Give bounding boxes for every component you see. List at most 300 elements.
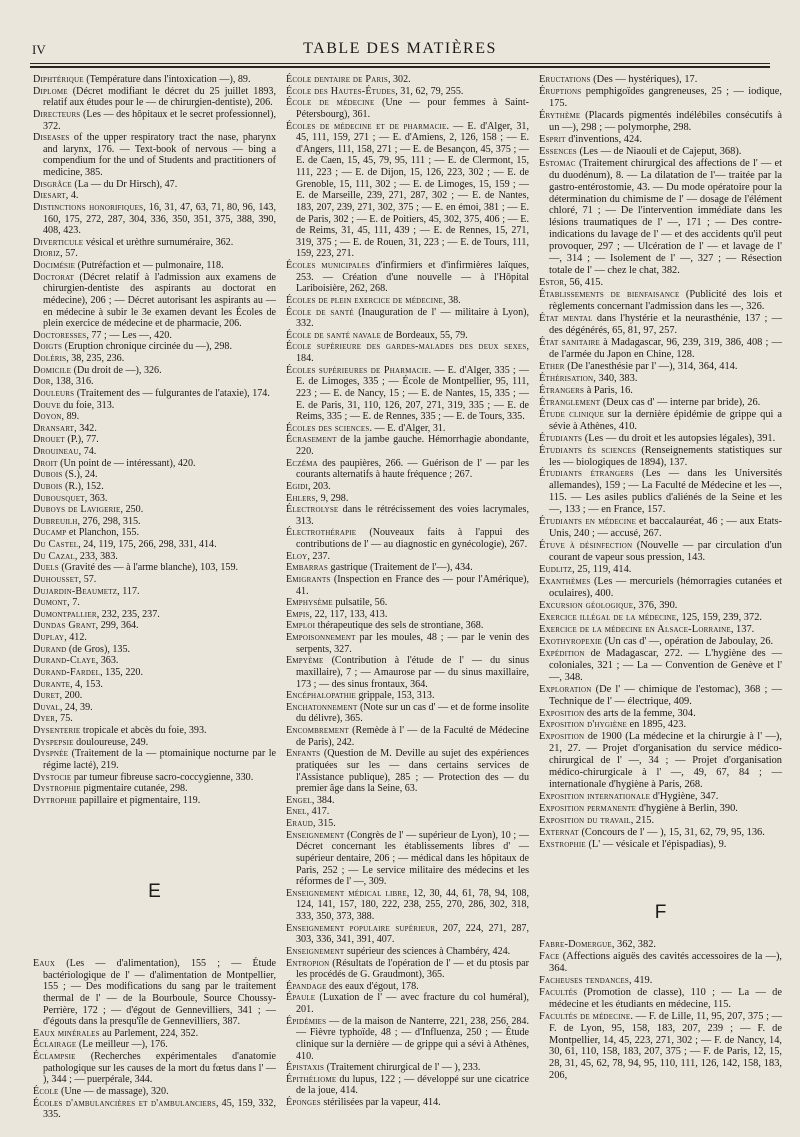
index-entry bbox=[33, 748, 276, 771]
index-entry bbox=[33, 632, 276, 644]
index-entry-text: (Des — hystériques), 17. bbox=[590, 74, 698, 85]
index-entry bbox=[33, 737, 276, 749]
index-entry-text: , 74. bbox=[78, 446, 97, 457]
index-entry-text: , 38. bbox=[443, 294, 461, 306]
index-entry-text: , 302. bbox=[387, 74, 411, 85]
index-entry-text: (Deux cas d' — interne par bride), 26. bbox=[600, 396, 761, 408]
index-entry bbox=[33, 481, 276, 493]
index-entry bbox=[286, 434, 529, 457]
index-keyword: Étrangers bbox=[539, 384, 585, 396]
index-entry-text: , 232, 235, 237. bbox=[96, 608, 160, 620]
index-entry-text: , 22, 117, 133, 413. bbox=[309, 608, 388, 620]
index-entry bbox=[539, 277, 782, 289]
index-entry bbox=[286, 888, 529, 923]
index-keyword: Douleurs bbox=[33, 387, 75, 399]
index-keyword: Eczéma bbox=[286, 457, 318, 469]
index-entry-text: des arts de la femme, 304. bbox=[584, 707, 696, 719]
index-entry bbox=[33, 795, 276, 807]
index-entry-text: , 38, 235, 236. bbox=[66, 353, 125, 364]
index-entry bbox=[539, 684, 782, 708]
index-entry-text: (Décret modifiant le décret du 25 juillet 1893, relatif aux études pour le — de chirurgien-dentiste), 206. bbox=[43, 85, 276, 109]
index-keyword: Externat bbox=[539, 827, 579, 839]
index-entry bbox=[286, 74, 529, 86]
index-keyword: École des Hautes-Études bbox=[286, 85, 396, 97]
index-entry-text: (Un cas d' —, opération de Jaboulay, 26. bbox=[602, 635, 774, 647]
index-entry bbox=[286, 806, 529, 818]
index-keyword: Directeurs bbox=[33, 108, 81, 120]
index-keyword: Expédition bbox=[539, 647, 585, 659]
index-entry bbox=[33, 690, 276, 702]
index-keyword: Exothyropexie bbox=[539, 635, 602, 647]
index-keyword: Du Castel bbox=[33, 539, 79, 550]
index-entry-text: , 417. bbox=[306, 806, 330, 818]
index-entry bbox=[33, 376, 276, 388]
index-entry-text: des eaux d'égout, 178. bbox=[326, 980, 419, 992]
index-keyword: Facultés bbox=[539, 986, 578, 998]
index-entry-text: à Paris, 16. bbox=[584, 384, 633, 396]
index-column-3 bbox=[539, 74, 782, 1082]
index-entry bbox=[539, 803, 782, 815]
index-entry bbox=[286, 341, 529, 364]
index-entry-text: (Promotion de classe), 110 ; — La — de médecine et les étudiants en médecine, 115. bbox=[549, 986, 782, 1010]
index-entry-text: (Les — de Niaouli et de Cajeput, 368). bbox=[576, 145, 742, 157]
index-entry-text: , 200. bbox=[59, 690, 83, 702]
index-entry bbox=[33, 1039, 276, 1051]
index-entry-text: , 57. bbox=[78, 573, 97, 585]
index-entry bbox=[286, 574, 529, 597]
index-entry bbox=[539, 409, 782, 433]
index-entry bbox=[539, 86, 782, 110]
index-entry bbox=[33, 1098, 276, 1121]
index-entry-text: , 4. bbox=[65, 190, 79, 202]
index-entry-text: (La — du Dr Hirsch), 47. bbox=[71, 178, 178, 190]
index-entry bbox=[33, 679, 276, 691]
index-entry-text: et baccalauréat, 46 ; — aux Etats-Unis, 240 ; — accusé, 267. bbox=[549, 516, 782, 540]
index-entry-text: , 215. bbox=[630, 815, 655, 827]
index-keyword: Épandage bbox=[286, 980, 327, 992]
index-keyword: Encéphalopathie bbox=[286, 690, 356, 702]
index-entry-text: (Publicité des lois et règlements concernant l'admission dans les —, 326. bbox=[549, 289, 783, 313]
index-entry bbox=[33, 400, 276, 412]
index-keyword: Écoles des sciences bbox=[286, 422, 370, 434]
index-entry bbox=[539, 468, 782, 516]
index-entry-text: par les moules, 48 ; — par le venin des serpents, 327. bbox=[296, 632, 529, 655]
index-entry-text: (Traitement de la — ptomainique nocturne par le régime lacté), 219. bbox=[43, 748, 276, 771]
index-entry bbox=[33, 330, 276, 342]
index-keyword: Étranglement bbox=[539, 396, 601, 408]
index-entry-text: , 340, 383. bbox=[593, 372, 638, 384]
index-entry-text: (Résultats de l'opération de l' — et du ptosis par les procédés de G. Graudmont), 365. bbox=[296, 957, 529, 981]
index-keyword: Encombrement bbox=[286, 725, 350, 736]
index-keyword: Eloy bbox=[286, 550, 308, 562]
index-entry bbox=[539, 600, 782, 612]
index-entry-text: , 376, 390. bbox=[633, 599, 678, 611]
index-keyword: Empyème bbox=[286, 655, 324, 667]
header-rule bbox=[30, 63, 770, 64]
index-entry-text: pemphigoïdes gangreneuses, 25 ; — iodique, 175. bbox=[549, 85, 782, 109]
index-keyword: Durante bbox=[33, 678, 71, 690]
index-entry bbox=[33, 597, 276, 609]
index-entry-text: , 77 ; — Les —, 420. bbox=[86, 329, 172, 341]
index-entry bbox=[33, 272, 276, 330]
index-keyword: Droit bbox=[33, 457, 58, 469]
index-entry bbox=[33, 1086, 276, 1098]
index-keyword: Doigts bbox=[33, 341, 63, 353]
index-entry-text: (Une — pour femmes à Saint-Pétersbourg), 361. bbox=[296, 97, 529, 120]
index-entry-text: , 362, 382. bbox=[611, 938, 656, 950]
index-entry-text: (Traitement chirurgical de l' — ), 233. bbox=[324, 1062, 481, 1074]
index-entry-text: (Traitement chirurgical des affections de l' — et du duodénum), 8. — La dilatation de l'— traitée par la gastro-entérostomie, 43. — Du mode opératoire pour la détermination du chimisme de l' — dosage de l'élément chloré, 71 ; — De l'intervention immédiate dans les lésions traumatiques de l' —, 171 ; — Des contre-indications du lavage de l' — et des accidents qu'il peut provoquer, 297 ; — Ulcération de l' — et lavage de l' —, 314 ; — Isolement de l' —, 327 ; — Résection totale de l' — chez le chat, 382. bbox=[549, 157, 782, 277]
index-entry-text: et Planchon, 155. bbox=[66, 527, 139, 539]
index-entry-text: sur la dernière épidémie de grippe qui a sévie à Athènes, 410. bbox=[549, 408, 782, 432]
index-keyword: Diesart bbox=[33, 190, 66, 202]
index-keyword: Eudlitz bbox=[539, 564, 573, 576]
index-entry bbox=[33, 551, 276, 563]
index-entry bbox=[286, 795, 529, 807]
index-keyword: Eructations bbox=[539, 74, 591, 85]
index-entry-text: (Les — d'alimentation), 155 ; — Étude bactériologique de l' — d'alimentation de Montpellier, 155 ; — Des modifications du sang par le traitement thermal de l' — de la Bourboule, Source Choussy-Perrière, 172 ; — d'égout de Gennevilliers, 341 ; — d'égouts dans la presqu'île de Gennevilliers, 387. bbox=[43, 958, 276, 1028]
index-keyword: Épithéliome bbox=[286, 1073, 337, 1085]
index-keyword: Éclampsie bbox=[33, 1051, 76, 1062]
index-entry-text: des paupières, 266. — Guérison de l' — par les courants alternatifs à haute fréquence ; 267. bbox=[296, 457, 529, 481]
section-letter: F bbox=[654, 901, 667, 923]
index-keyword: Ehlers bbox=[286, 492, 316, 504]
index-keyword: École de médecine bbox=[286, 97, 375, 109]
index-entry bbox=[539, 827, 782, 839]
index-entry bbox=[33, 74, 276, 86]
index-entry-text: (Note sur un cas d' — et de forme insolite du délivre), 365. bbox=[296, 701, 529, 725]
index-entry-text: (Question de M. Deville au sujet des expériences pratiquées sur les — dans certains services de l'Assistance publique), 285 ; — Protection des — du premier âge dans la Seine, 63. bbox=[296, 748, 529, 795]
index-keyword: Érythème bbox=[539, 109, 581, 121]
index-entry-text: gastrique (Traitement de l'—), 434. bbox=[328, 562, 473, 574]
index-keyword: Facultés de médecine bbox=[539, 1010, 631, 1022]
index-entry bbox=[33, 527, 276, 539]
index-keyword: Ducamp bbox=[33, 527, 67, 539]
index-entry bbox=[286, 655, 529, 690]
index-entry bbox=[286, 981, 529, 993]
index-entry bbox=[539, 731, 782, 791]
index-entry-text: , 31, 62, 79, 255. bbox=[395, 85, 464, 97]
index-entry bbox=[33, 958, 276, 1028]
index-keyword: Enfants bbox=[286, 748, 321, 760]
index-entry-text: . — E. d'Alger, 31. bbox=[369, 422, 446, 434]
index-entry bbox=[286, 830, 529, 888]
index-keyword: Dransart bbox=[33, 422, 75, 434]
index-entry bbox=[33, 504, 276, 516]
index-keyword: Exanthèmes bbox=[539, 576, 591, 588]
index-entry-text: (Eruption chronique circinée du —), 298. bbox=[62, 341, 232, 353]
index-entry bbox=[539, 361, 782, 373]
index-keyword: Fabre-Domergue bbox=[539, 938, 612, 950]
index-entry bbox=[539, 1011, 782, 1083]
index-entry-text: , 135, 220. bbox=[100, 666, 143, 678]
index-entry bbox=[539, 433, 782, 445]
index-entry-text: , 363. bbox=[84, 492, 108, 504]
index-keyword: Duplay bbox=[33, 632, 65, 643]
index-entry-text: . — E. d'Alger, 335 ; — E. de Limoges, 335 ; — École de Montpellier, 95, 111, 223 ; — E. de Nancy, 15 ; — E. de Nantes, 15, 335 ; — E. de Paris, 31, 110, 126, 207, 271, 319, 335 ; — E. de Reims, 335 ; — E. de Rennes, 335 ; — E. de Tours, 335. bbox=[296, 364, 530, 423]
index-entry bbox=[33, 446, 276, 458]
index-entry bbox=[286, 725, 529, 748]
index-entry-text: d'inventions, 424. bbox=[565, 133, 642, 145]
index-keyword: Exposition d'hygiène bbox=[539, 719, 627, 731]
index-entry bbox=[539, 939, 782, 951]
index-keyword: Eraud bbox=[286, 818, 314, 829]
index-entry bbox=[33, 1028, 276, 1040]
index-keyword: Duboys de Lavigerie bbox=[33, 504, 121, 516]
index-keyword: École de santé bbox=[286, 306, 354, 318]
index-entry-text: (de Gros), 135. bbox=[66, 643, 131, 655]
index-keyword: Écrasement bbox=[286, 434, 337, 446]
index-keyword: Écoles supérieures de Pharmacie bbox=[286, 364, 429, 376]
index-entry bbox=[286, 992, 529, 1015]
index-entry bbox=[539, 975, 782, 987]
index-entry bbox=[286, 690, 529, 702]
index-entry-text: supérieur des sciences à Chambéry, 424. bbox=[344, 945, 511, 957]
index-entry bbox=[539, 385, 782, 397]
index-keyword: Dystrophie bbox=[33, 783, 81, 795]
index-entry bbox=[286, 923, 529, 946]
index-entry-text: de Madagascar, 272. — L'hygiène des — coloniales, 321 ; — La — Convention de Genève et l' —, 348. bbox=[549, 647, 782, 683]
index-entry-text: (Un point de — intéressant), 420. bbox=[57, 457, 196, 469]
index-entry bbox=[33, 516, 276, 528]
index-entry bbox=[286, 121, 529, 261]
index-keyword: Dujardin-Beaumetz bbox=[33, 585, 118, 597]
index-entry-text: (Nouveaux faits à l'appui des contributions de l' — au diagnostic en gynécologie), 267. bbox=[296, 527, 529, 550]
index-keyword: Épistaxis bbox=[286, 1062, 325, 1074]
index-entry bbox=[286, 632, 529, 655]
index-entry bbox=[33, 458, 276, 470]
index-keyword: Dubousquet bbox=[33, 492, 85, 504]
index-entry bbox=[539, 636, 782, 648]
index-entry bbox=[286, 260, 529, 295]
index-keyword: Établissements de bienfaisance bbox=[539, 289, 680, 301]
index-entry-text: du foie, 313. bbox=[60, 399, 115, 411]
index-keyword: Eaux minérales bbox=[33, 1027, 100, 1039]
index-keyword: Exercice de la médecine en Alsace-Lorraine bbox=[539, 623, 731, 635]
index-entry bbox=[33, 644, 276, 656]
index-entry bbox=[286, 330, 529, 342]
index-entry-text: (Renseignements statistiques sur les — biologiques de 1894), 137. bbox=[549, 444, 782, 468]
index-entry-text: , 117. bbox=[117, 585, 140, 597]
index-entry-text: , 16, 31, 47, 63, 71, 80, 96, 143, 160, 175, 272, 287, 304, 336, 350, 351, 375, 388, 390, 408, 423. bbox=[43, 201, 276, 237]
index-entry-text: , 342. bbox=[74, 422, 97, 434]
index-entry-text: , 184. bbox=[296, 341, 529, 364]
index-keyword: Dystocie bbox=[33, 771, 72, 783]
index-entry-text: (Remède à l' — de la Faculté de Médecine de Paris), 242. bbox=[296, 725, 529, 748]
index-keyword: Éponges bbox=[286, 1097, 321, 1108]
index-entry bbox=[539, 624, 782, 636]
index-entry-text: (Contribution à l'étude de l' — du sinus maxillaire), 7 ; — Amaurose par — du sinus maxillaire, 173 ; — des sinus frontaux, 364. bbox=[296, 655, 529, 690]
index-column-2 bbox=[286, 74, 529, 1109]
index-entry bbox=[286, 562, 529, 574]
index-entry bbox=[33, 434, 276, 446]
index-entry-text: , 125, 159, 239, 372. bbox=[676, 611, 762, 623]
index-entry-text: , 12, 30, 44, 61, 78, 94, 108, 124, 141, 157, 180, 222, 238, 255, 270, 286, 302, 318, 333, 350, 373, 388. bbox=[296, 887, 530, 922]
index-keyword: Exposition bbox=[539, 707, 585, 719]
index-entry bbox=[539, 337, 782, 361]
index-keyword: Estor bbox=[539, 277, 565, 289]
index-entry-text: au Parlement, 224, 352. bbox=[99, 1027, 199, 1039]
index-entry bbox=[33, 353, 276, 365]
index-entry bbox=[286, 818, 529, 830]
index-keyword: Épaule bbox=[286, 992, 316, 1004]
index-keyword: Doctorat bbox=[33, 271, 75, 283]
index-entry-text: (Congrès de l' — supérieur de Lyon), 10 ; — Décret concernant les établissements libres d' — supérieur dentaire, 206 ; — médical dans les hôpitaux de Paris, 252 ; — Le service militaire des médecins et les réformes de l' —, 309. bbox=[296, 829, 529, 888]
index-entry-text: , 384. bbox=[311, 794, 335, 806]
index-entry bbox=[539, 987, 782, 1011]
index-entry bbox=[33, 86, 276, 109]
index-keyword: Écoles d'ambulancières et d'ambulanciers bbox=[33, 1097, 216, 1109]
index-entry bbox=[286, 1097, 529, 1109]
index-keyword: Enseignement populaire supérieur bbox=[286, 922, 436, 934]
index-entry bbox=[539, 397, 782, 409]
index-keyword: École dentaire de Paris bbox=[286, 74, 388, 85]
index-entry-text: dans le rétrécissement des voies lacrymales, 313. bbox=[296, 504, 529, 527]
index-entry-text: , 276, 298, 315. bbox=[77, 515, 141, 527]
index-entry bbox=[539, 719, 782, 731]
index-keyword: Entropion bbox=[286, 957, 330, 969]
index-keyword: Empoisonnement bbox=[286, 632, 356, 643]
page-number: IV bbox=[32, 42, 46, 57]
index-keyword: Dumont bbox=[33, 597, 68, 609]
index-keyword: Embarras bbox=[286, 562, 329, 574]
index-keyword: Dysenterie bbox=[33, 725, 81, 736]
index-entry bbox=[33, 655, 276, 667]
index-entry-text: (Nouvelle — par circulation d'un courant de vapeur sous pression, 143. bbox=[549, 540, 782, 564]
index-entry-text: (Putréfaction et — pulmonaire, 118. bbox=[75, 260, 224, 271]
index-entry bbox=[286, 946, 529, 958]
index-keyword: Doyon bbox=[33, 411, 62, 423]
index-keyword: Essences bbox=[539, 145, 577, 157]
index-entry bbox=[33, 609, 276, 621]
index-keyword: Douve bbox=[33, 399, 61, 411]
index-entry-text: (Placards pigmentés indélébiles consécutifs à un —), 298 ; — polymorphe, 298. bbox=[549, 109, 782, 133]
index-entry bbox=[539, 74, 782, 86]
index-column-1 bbox=[33, 74, 276, 1121]
index-entry-text: (De l' — chimique de l'estomac), 368 ; — Technique de l' — électrique, 409. bbox=[549, 683, 782, 707]
index-entry bbox=[286, 609, 529, 621]
index-entry-text: , 45, 159, 332, 335. bbox=[43, 1097, 277, 1121]
index-entry bbox=[539, 289, 782, 313]
index-keyword: Enseignement médical libre bbox=[286, 887, 407, 899]
index-entry-text: , 233, 383. bbox=[74, 550, 118, 562]
index-entry-text: — de la maison de Nanterre, 221, 238, 256, 284. — Fièvre typhoïde, 48 ; — d'Influenza, 250 ; — Étude clinique sur la dernière — de grippe qui a sévi à Athènes, 410. bbox=[296, 1015, 529, 1062]
index-entry-text: , 419. bbox=[628, 974, 653, 986]
index-entry bbox=[539, 445, 782, 469]
index-keyword: Enseignement bbox=[286, 829, 345, 841]
index-entry-text: . — F. de Lille, 11, 95, 207, 375 ; — F. de Lyon, 95, 158, 183, 207, 239 ; — F. de Montpellier, 14, 45, 223, 271, 302 ; — F. de Nancy, 14, 30, 61, 110, 158, 183, 207, 375 ; — F. de Paris, 12, 15, 28, 31, 45, 62, 78, 94, 95, 110, 111, 126, 142, 158, 183, 206, bbox=[549, 1010, 783, 1082]
index-entry-text: , 207, 224, 271, 287, 303, 336, 341, 391, 407. bbox=[296, 922, 529, 946]
index-keyword: État mental bbox=[539, 313, 593, 325]
index-keyword: Esprit bbox=[539, 133, 566, 145]
index-entry bbox=[33, 702, 276, 714]
index-entry bbox=[33, 237, 276, 249]
header-rule-thick bbox=[30, 66, 770, 68]
index-keyword: Épidémies bbox=[286, 1015, 327, 1027]
index-keyword: Électrothérapie bbox=[286, 527, 357, 539]
index-keyword: Écoles de médecine et de pharmacie bbox=[286, 120, 447, 132]
index-entry bbox=[33, 539, 276, 551]
index-entry bbox=[286, 504, 529, 527]
index-entry bbox=[286, 958, 529, 981]
index-entry-text: (Traitement des — fulgurantes de l'ataxie), 174. bbox=[74, 387, 270, 399]
index-entry-text: (P.), 77. bbox=[64, 434, 99, 446]
index-entry bbox=[286, 458, 529, 481]
index-entry-text: dans l'hystérie et la neurasthénie, 137 ; — des dégénérés, 65, 81, 97, 257. bbox=[549, 313, 782, 337]
index-keyword: Domicile bbox=[33, 364, 72, 376]
index-keyword: Étudiants en médecine bbox=[539, 516, 637, 528]
index-keyword: Exstrophie bbox=[539, 839, 586, 850]
index-keyword: Emphysème bbox=[286, 597, 333, 609]
index-entry-text: stérilisées par la vapeur, 414. bbox=[320, 1097, 441, 1108]
index-entry bbox=[33, 411, 276, 423]
index-keyword: Dyspnée bbox=[33, 748, 69, 760]
index-entry bbox=[286, 423, 529, 435]
index-keyword: Exploration bbox=[539, 683, 592, 695]
index-entry-text: (Inauguration de l' — militaire à Lyon), 332. bbox=[296, 306, 529, 330]
index-entry bbox=[33, 423, 276, 435]
index-keyword: Durand-Claye bbox=[33, 655, 96, 667]
index-keyword: Empis bbox=[286, 608, 310, 620]
index-entry-text: , 237. bbox=[307, 550, 331, 562]
index-entry-text: (Les — des hôpitaux et le secret professionnel), 372. bbox=[43, 108, 276, 132]
index-keyword: Emigrants bbox=[286, 573, 331, 585]
index-entry bbox=[539, 516, 782, 540]
index-keyword: Duval bbox=[33, 701, 60, 713]
index-entry-text: (Du droit de —), 326. bbox=[71, 364, 162, 376]
index-entry bbox=[539, 373, 782, 385]
index-keyword: Disgrâce bbox=[33, 178, 72, 190]
index-entry bbox=[33, 179, 276, 191]
index-entry-text: (Décret relatif à l'admission aux examens de chirurgien-dentiste des aspirants au doctorat en médecine), 206 ; — Décret autorisant les aspirants au — en médecine à subir le 3e examen devant les Écoles de plein exercice de médecine et de pharmacie, 206. bbox=[43, 271, 276, 330]
index-entry bbox=[539, 951, 782, 975]
index-entry-text: douloureuse, 249. bbox=[73, 736, 149, 748]
index-keyword: Dubois bbox=[33, 469, 63, 481]
index-entry bbox=[33, 783, 276, 795]
index-entry-text: (Affections aiguës des cavités accessoires de la —), 364. bbox=[549, 950, 782, 974]
index-entry bbox=[33, 713, 276, 725]
index-keyword: Duels bbox=[33, 562, 59, 574]
index-keyword: École bbox=[33, 1085, 59, 1097]
index-keyword: Écoles de plein exercice de médecine bbox=[286, 294, 444, 306]
index-keyword: Écoles municipales bbox=[286, 260, 371, 271]
index-entry-text: vésical et urèthre surnuméraire, 362. bbox=[83, 236, 234, 248]
index-keyword: Emploi bbox=[286, 620, 316, 632]
index-keyword: École supérieure des gardes-malades des deux sexes bbox=[286, 341, 527, 353]
index-entry-text: , 9, 298. bbox=[315, 492, 349, 504]
index-entry-text: (De l'anesthésie par l' —), 314, 364, 414. bbox=[564, 360, 738, 372]
index-entry-text: (Recherches expérimentales d'anatomie pathologique sur les causes de la mort du fœtus dans l' — ), 344 ; — puerpérale, 344. bbox=[43, 1051, 276, 1086]
index-keyword: Docimésie bbox=[33, 260, 76, 271]
index-keyword: Exercice illégal de la médecine bbox=[539, 611, 677, 623]
index-keyword: Drouet bbox=[33, 434, 65, 446]
index-entry bbox=[286, 307, 529, 330]
index-entry bbox=[33, 469, 276, 481]
index-keyword: Diseases bbox=[33, 132, 70, 144]
index-keyword: Egidi bbox=[286, 480, 308, 492]
index-keyword: Dubois bbox=[33, 480, 63, 492]
index-entry bbox=[286, 551, 529, 563]
index-entry bbox=[33, 248, 276, 260]
index-keyword: Éthérisation bbox=[539, 372, 594, 384]
index-keyword: Drouineau bbox=[33, 446, 79, 457]
index-entry-text: of the upper respiratory tract the nase, pharynx and larynx, 176. — Text-book of nervous — bing a compendium for the und of Students and practitioners of medicine, 385. bbox=[43, 132, 276, 178]
index-keyword: Excursion géologique bbox=[539, 599, 634, 611]
index-entry-text: (Les — du droit et les autopsies légales), 391. bbox=[582, 432, 776, 444]
index-keyword: Du Cazal bbox=[33, 550, 75, 562]
index-entry bbox=[539, 110, 782, 134]
index-keyword: Ether bbox=[539, 360, 565, 372]
